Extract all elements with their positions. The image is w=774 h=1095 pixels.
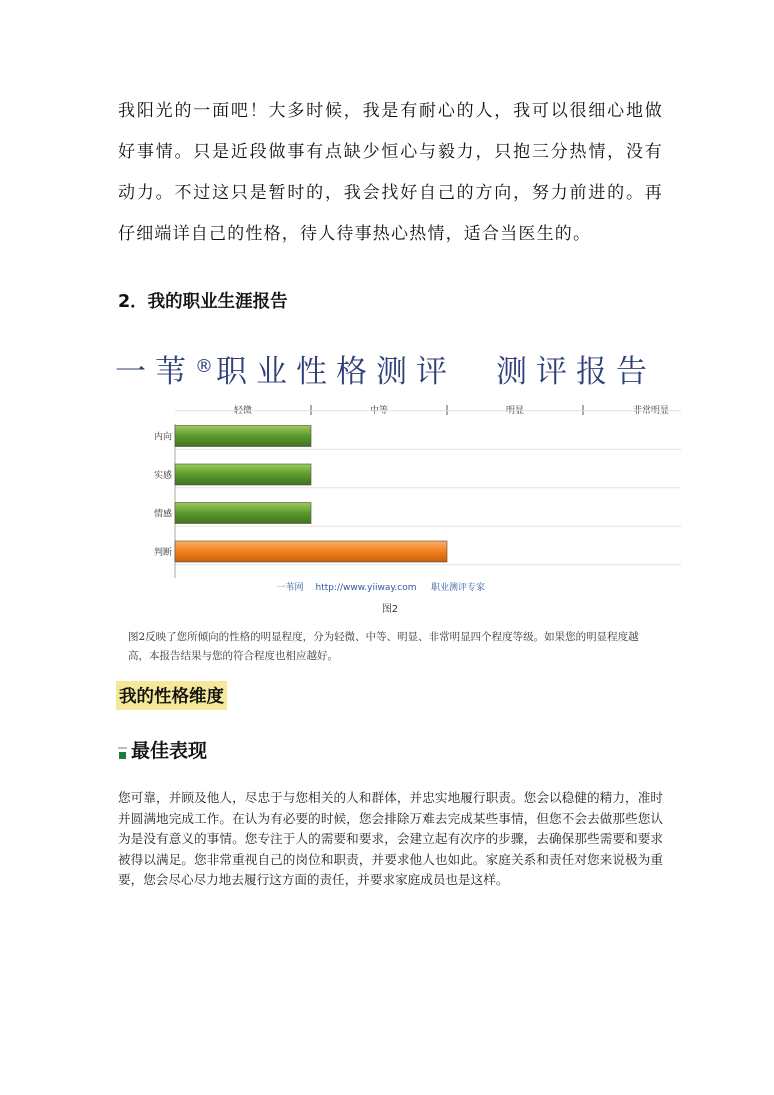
- section-heading: 2．我的职业生涯报告: [118, 292, 288, 312]
- intro-paragraph: 我阳光的一面吧！大多时候，我是有耐心的人，我可以很细心地做好事情。只是近段做事有点缺少恒心与毅力，只抱三分热情，没有动力。不过这只是暂时的，我会找好自己的方向，努力前进的。再仔细端详自己的性格，待人待事热心热情，适合当医生的。: [118, 101, 663, 244]
- scale-label: 轻微: [233, 406, 253, 416]
- bar-判断: [175, 541, 447, 562]
- report-banner: [115, 346, 661, 391]
- best-performance-body: 您可靠，并顾及他人，尽忠于与您相关的人和群体，并忠实地履行职责。您会以稳健的精力，准时并圆满地完成工作。在认为有必要的时候，您会排除万难去完成某些事情，但您不会去做那些您认为是没有意义的事情。您专注于人的需要和要求，会建立起有次序的步骤，去确保那些需要和要求被得以满足。您非常重视自己的岗位和职责，并要求他人也如此。家庭关系和责任对您来说极为重要，您会尽心尽力地去履行这方面的责任，并要求家庭成员也是这样。: [118, 790, 663, 887]
- bar-内向: [175, 426, 311, 447]
- scale-label: 非常明显: [632, 406, 670, 416]
- registered-mark: ®: [195, 356, 216, 377]
- bar-情感: [175, 503, 311, 524]
- bar-实感: [175, 464, 311, 485]
- footer-brand: 一苇网: [276, 583, 304, 593]
- category-label: 判断: [153, 548, 172, 558]
- figure-label: 图2: [381, 604, 399, 615]
- banner-title: 职业性格测评 测评报告: [216, 354, 656, 390]
- dimension-title: 我的性格维度: [116, 681, 227, 710]
- category-label: 实感: [153, 471, 172, 481]
- category-label: 内向: [153, 432, 172, 443]
- best-performance-label: 最佳表现: [131, 740, 208, 762]
- personality-chart-svg: [118, 398, 670, 628]
- footer-tagline: 职业测评专家: [430, 583, 486, 593]
- bullet-icon: [118, 747, 127, 759]
- scale-label: 中等: [369, 406, 389, 416]
- scale-label: 明显: [505, 406, 525, 416]
- banner-brand: 一苇: [115, 354, 195, 390]
- category-label: 情感: [153, 509, 172, 520]
- chart-caption: 图2反映了您所倾向的性格的明显程度，分为轻微、中等、明显、非常明显四个程度等级。如果您的明显程度越高，本报告结果与您的符合程度也相应越好。: [128, 631, 639, 662]
- best-performance-title: [118, 736, 207, 763]
- footer-url: http://www.yiiway.com: [315, 583, 417, 593]
